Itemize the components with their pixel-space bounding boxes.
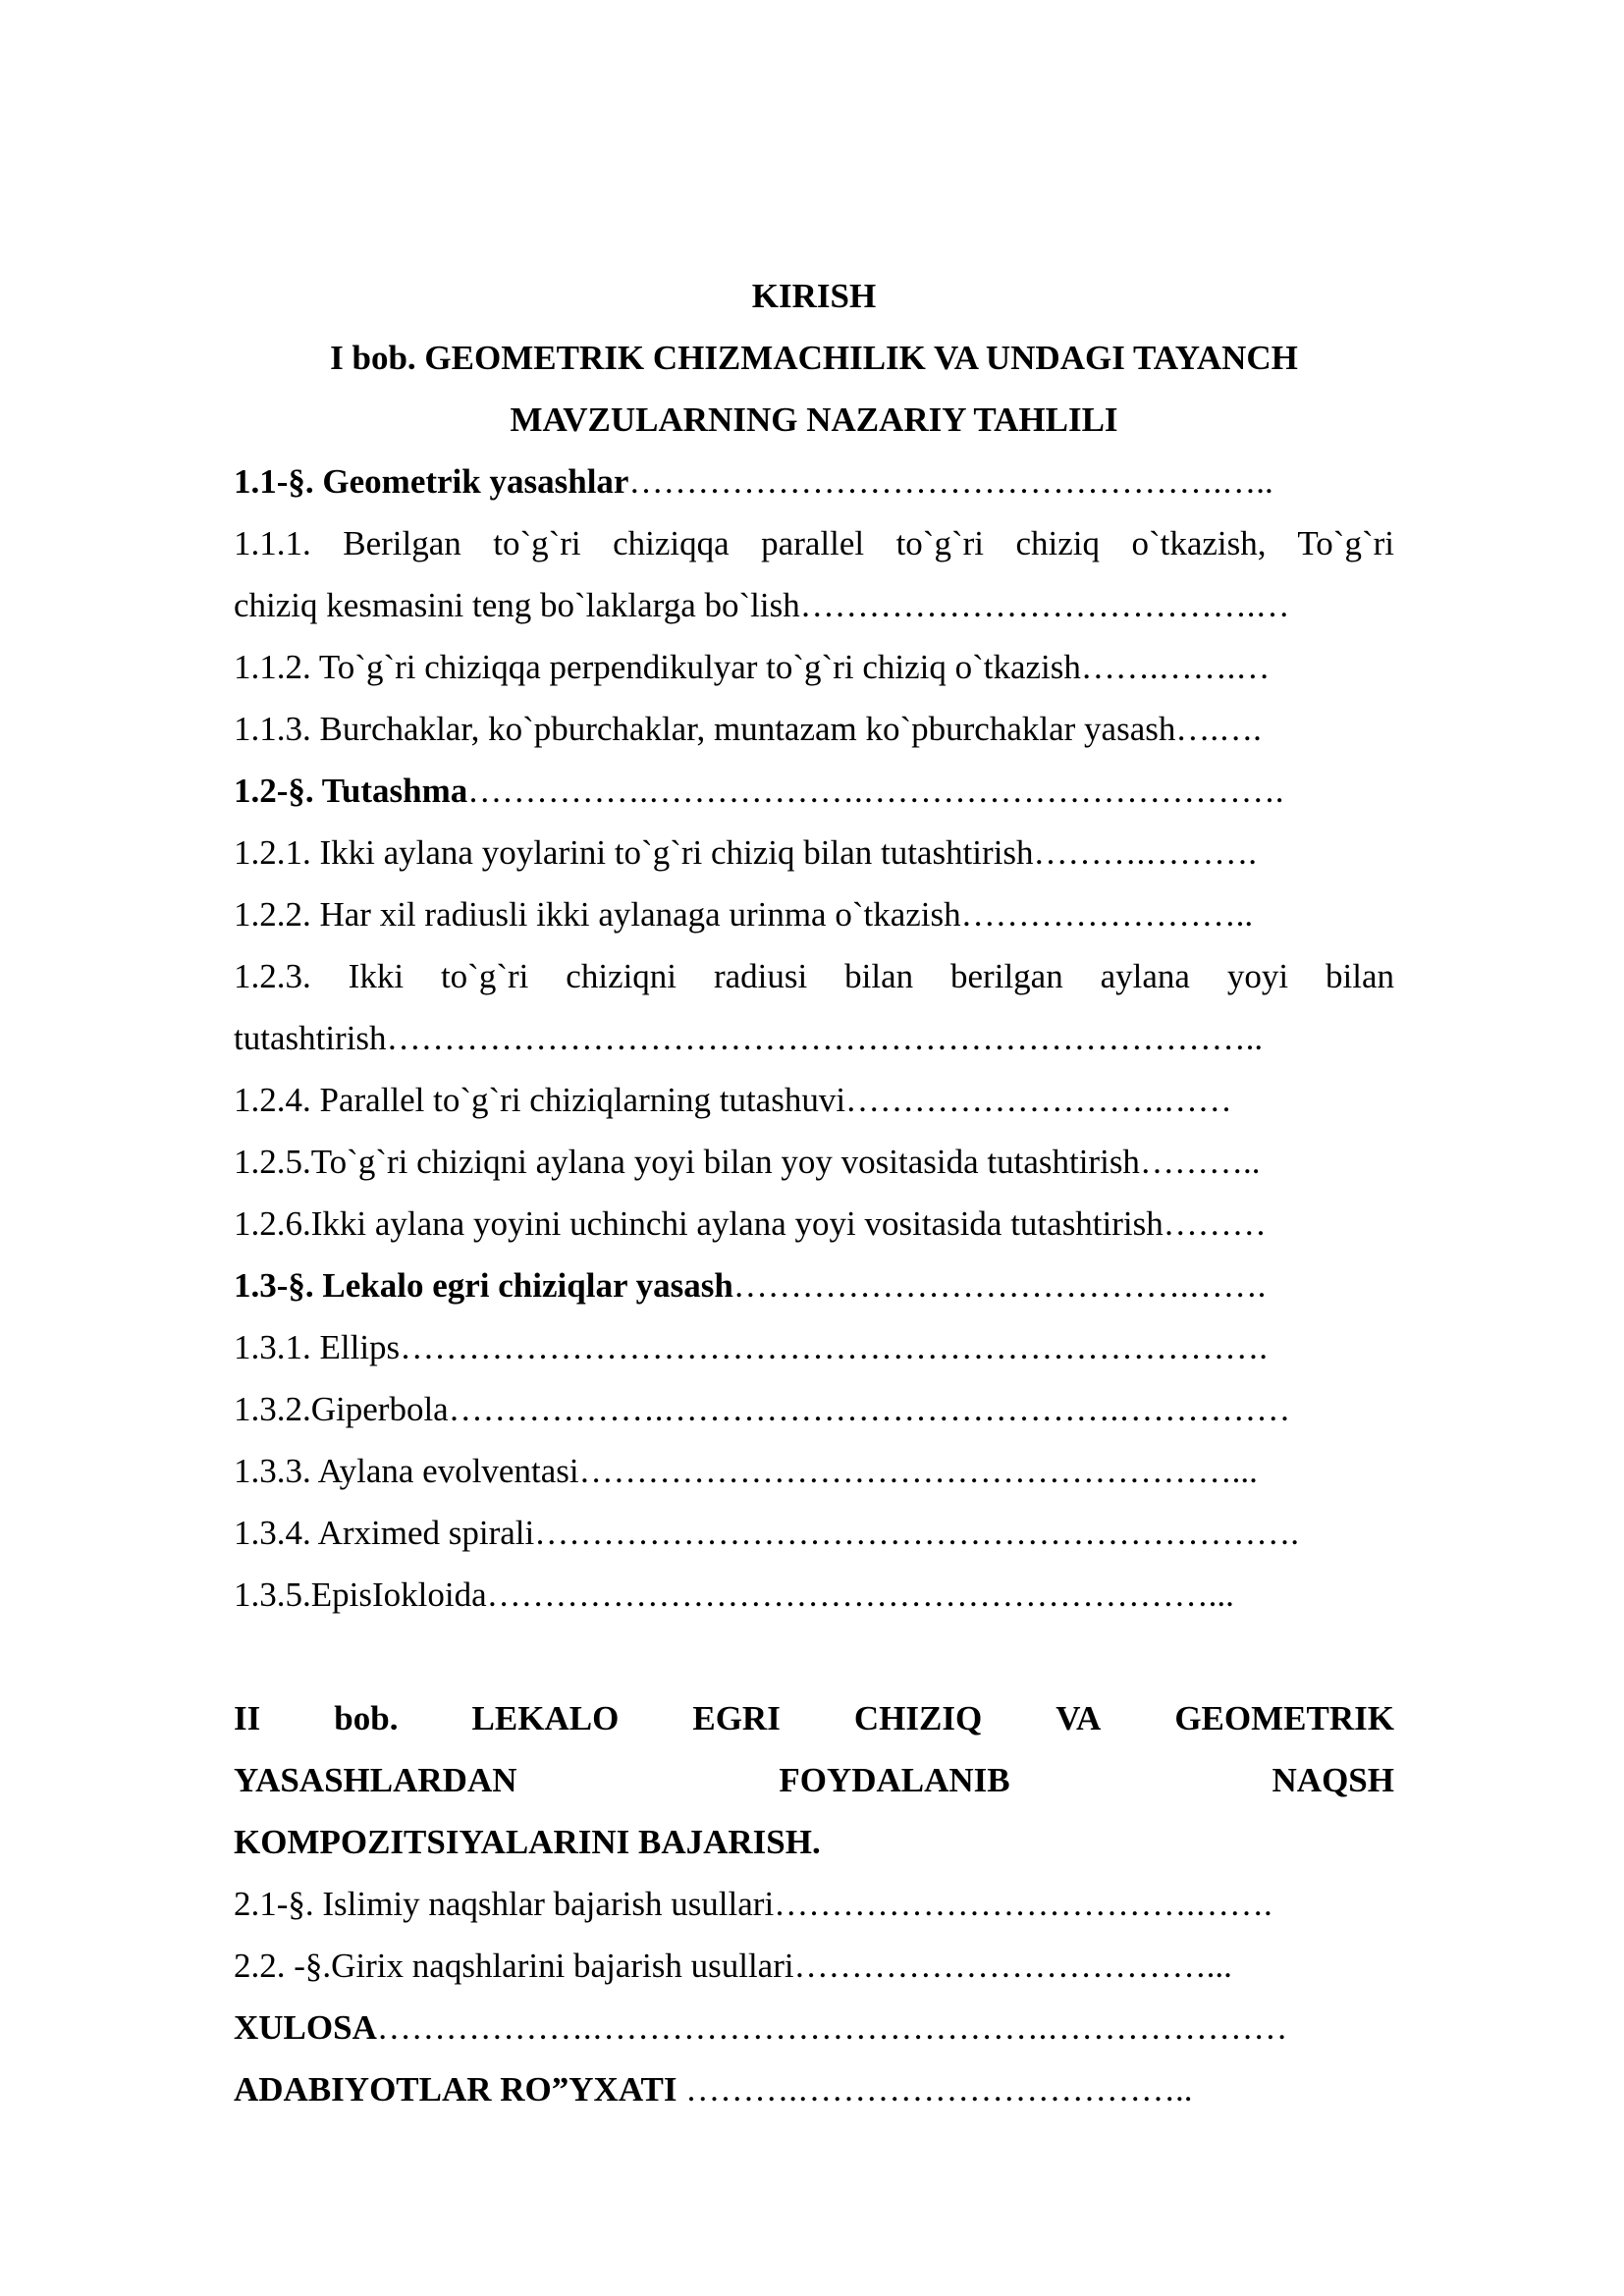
toc-entry: 1.3.4. Arximed spirali…………………………………………………………. (234, 1514, 1299, 1552)
toc-entry: 1.1.2. To`g`ri chiziqqa perpendikulyar to`g`ri chiziq o`tkazish…….…….… (234, 648, 1271, 686)
toc-entry: 1.2.6.Ikki aylana yoyini uchinchi aylana yoyi vositasida tutashtirish……… (234, 1204, 1267, 1243)
toc-entry: 2.2. -§.Girix naqshlarini bajarish usullari………………………………... (234, 1947, 1232, 1985)
heading-chapter2-line1: II bob. LEKALO EGRI CHIZIQ VA GEOMETRIK (234, 1699, 1394, 1737)
heading-chapter1-line2: MAVZULARNING NAZARIY TAHLILI (510, 400, 1118, 439)
toc-entry: 1.3-§. Lekalo egri chiziqlar yasash………………………………….……. (234, 1266, 1267, 1305)
toc-entry-conclusion: XULOSA……………….………………………………….………………… (234, 2008, 1288, 2047)
table-of-contents-page (234, 265, 1394, 2120)
toc-entry: 1.3.1. Ellips…………………………………………………………………. (234, 1328, 1268, 1366)
toc-entry: 1.2.4. Parallel to`g`ri chiziqlarning tutashuvi……………………….…… (234, 1081, 1232, 1119)
toc-entry: 1.3.2.Giperbola……………….………………………………….…………… (234, 1390, 1291, 1428)
toc-entry: 2.1-§. Islimiy naqshlar bajarish usullari……………………………….……. (234, 1885, 1272, 1923)
toc-entry: 1.1-§. Geometrik yasashlar…………………………………………….….. (234, 462, 1273, 501)
toc-entry: 1.3.3. Aylana evolventasi…………………………………………………... (234, 1452, 1258, 1490)
toc-entry: 1.2-§. Tutashma…………….……………….………………………………. (234, 772, 1284, 810)
toc-entry: 1.1.3. Burchaklar, ko`pburchaklar, muntazam ko`pburchaklar yasash….…. (234, 710, 1262, 748)
heading-chapter2-line2: YASASHLARDAN FOYDALANIB NAQSH (234, 1761, 1394, 1799)
toc-entry: 1.3.5.EpisIokloida………………………………………………………... (234, 1575, 1234, 1614)
toc-entry: 1.2.2. Har xil radiusli ikki aylanaga urinma o`tkazish…………………….. (234, 895, 1254, 934)
toc-entry: 1.2.5.To`g`ri chiziqni aylana yoyi bilan yoy vositasida tutashtirish……….. (234, 1143, 1261, 1181)
toc-entry: chiziq kesmasini teng bo`laklarga bo`lish………………………………….… (234, 586, 1290, 624)
toc-entry-bibliography: ADABIYOTLAR RO”YXATI ……….…………………………….. (234, 2070, 1193, 2109)
toc-entry: tutashtirish………………………………………………………………….. (234, 1019, 1264, 1057)
heading-chapter2-line3: KOMPOZITSIYALARINI BAJARISH. (234, 1823, 821, 1861)
toc-entry: 1.2.3. Ikki to`g`ri chiziqni radiusi bilan berilgan aylana yoyi bilan (234, 957, 1394, 995)
toc-entry: 1.1.1. Berilgan to`g`ri chiziqqa parallel to`g`ri chiziq o`tkazish, To`g`ri (234, 524, 1394, 562)
spacer (234, 1626, 1394, 1687)
toc-entry: 1.2.1. Ikki aylana yoylarini to`g`ri chiziq bilan tutashtirish……….………. (234, 833, 1258, 872)
heading-intro: KIRISH (751, 277, 877, 315)
heading-chapter1-line1: I bob. GEOMETRIK CHIZMACHILIK VA UNDAGI TAYANCH (330, 339, 1298, 377)
